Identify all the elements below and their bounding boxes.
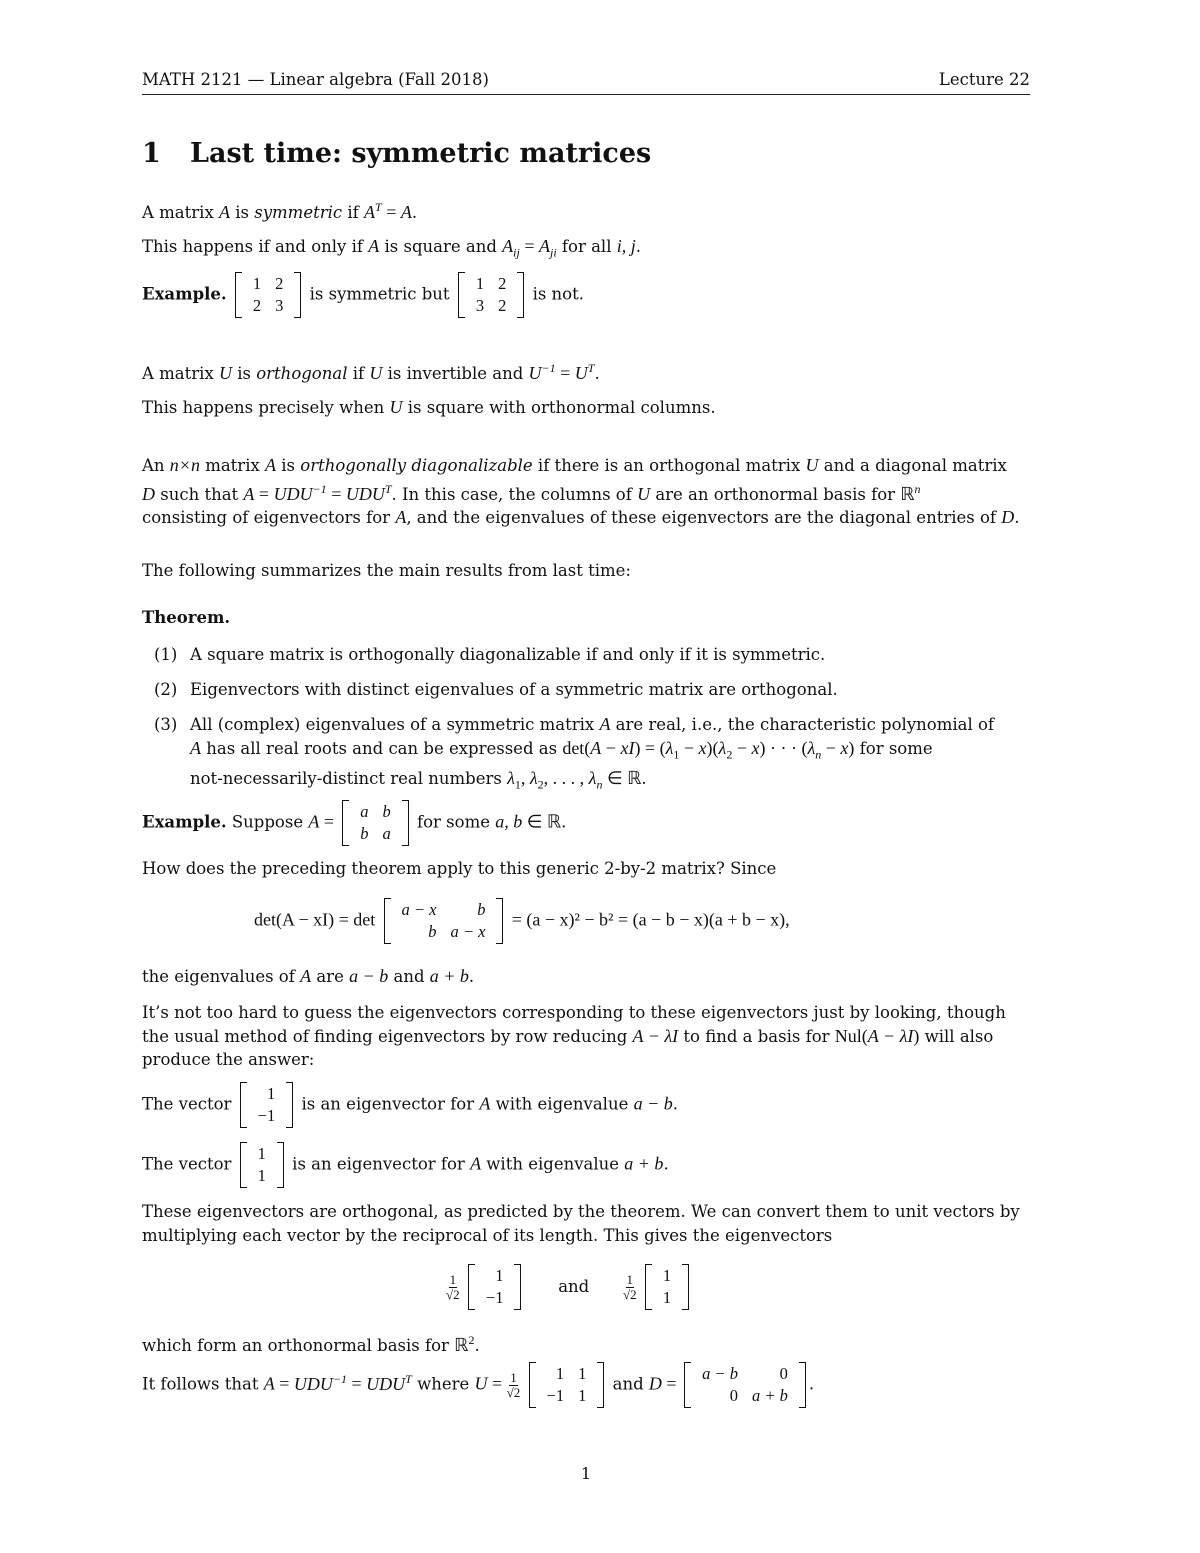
def-orthogonally-diagonalizable: An n×n matrix A is orthogonally diagonalizable if there is an orthogonal matrix U and a diagonal matrix D such that $A = UDU^{-1} = UDU^T$. In this case, the columns of U are an orthonormal basis for ℝ$^n$ consisting of eigenvectors for A, and the eigenvalues of these eigenvectors are the diagonal entries of D. — [142, 455, 1020, 527]
running-header — [142, 70, 1030, 95]
example-2: Example. Suppose A = a b b a for some a, b ∈ ℝ. — [142, 800, 566, 846]
question-line: How does the preceding theorem apply to this generic 2-by-2 matrix? Since — [142, 859, 777, 878]
matrix-a-minus-xi: a − x b b a − x — [384, 898, 504, 944]
fraction-1-over-sqrt2: $\frac{1}{√2}$ — [506, 1369, 521, 1400]
def-orthogonal: A matrix U is orthogonal if U is invertible and $U^{-1} = U^T$. — [142, 361, 600, 383]
term-orthogonal: orthogonal — [256, 364, 348, 383]
section-title: Last time: symmetric matrices — [190, 138, 652, 169]
basis-line: which form an orthonormal basis for ℝ$^2$. — [142, 1333, 480, 1355]
term-symmetric: symmetric — [254, 203, 343, 222]
fraction-1-over-sqrt2: $\frac{1}{√2}$ — [622, 1271, 637, 1302]
unit-eigenvectors: $\frac{1}{√2}$ 1 −1 and $\frac{1}{√2}$ 1 1 — [446, 1264, 692, 1310]
guess-paragraph: It’s not too hard to guess the eigenvectors corresponding to these eigenvectors just by looking, though the usual method of finding eigenvectors by row reducing A − λI to find a basis for Nul(A − λI) will also produce the answer: — [142, 1003, 1006, 1069]
unit-eigenvector-1: 1 −1 — [468, 1264, 522, 1310]
term-orthogonally-diagonalizable: orthogonally diagonalizable — [300, 456, 533, 475]
fraction-1-over-sqrt2: $\frac{1}{√2}$ — [446, 1271, 460, 1302]
conclusion-line: It follows that $A = UDU^{-1} = UDU^T$ where U = $\frac{1}{√2}$ 1 1 −1 1 and D = a − b 0 0 a + b . — [142, 1362, 814, 1408]
unit-eigenvector-2: 1 1 — [645, 1264, 689, 1310]
lecture-label: Lecture 22 — [938, 70, 1030, 89]
matrix-generic: a b b a — [342, 800, 409, 846]
orthogonal-iff: This happens precisely when U is square with orthonormal columns. — [142, 397, 716, 417]
page-number: 1 — [580, 1464, 592, 1483]
theorem-label: Theorem. — [142, 608, 231, 627]
matrix-symmetric: 1 2 2 3 — [235, 272, 302, 318]
course-title: MATH 2121 — Linear algebra (Fall 2018) — [142, 70, 489, 89]
example-label: Example. — [142, 284, 227, 304]
determinant-equation: det(A − xI) = det a − x b b a − x = (a − x)² − b² = (a − b − x)(a + b − x), — [254, 898, 790, 944]
matrix-u: 1 1 −1 1 — [529, 1362, 605, 1408]
eigenvector-2-line: The vector 1 1 is an eigenvector for A with eigenvalue a + b. — [142, 1142, 669, 1188]
eigenvector-1-line: The vector 1 −1 is an eigenvector for A with eigenvalue a − b. — [142, 1082, 678, 1128]
summary-line: The following summarizes the main results from last time: — [142, 561, 631, 580]
section-number: 1 — [142, 138, 161, 169]
matrix-d: a − b 0 0 a + b — [684, 1362, 806, 1408]
eigenvector-1: 1 −1 — [240, 1082, 294, 1128]
example-label: Example. — [142, 812, 227, 832]
orthogonal-paragraph: These eigenvectors are orthogonal, as predicted by the theorem. We can convert them to unit vectors by multiplying each vector by the reciprocal of its length. This gives the eigenvectors — [142, 1202, 1020, 1245]
section-heading — [142, 138, 651, 169]
eigenvector-2: 1 1 — [240, 1142, 284, 1188]
example-1: Example. 1 2 2 3 is symmetric but 1 2 3 2 is not. — [142, 272, 584, 318]
symmetric-iff: This happens if and only if A is square and $A_{ij} = A_{ji}$ for all i, j. — [142, 236, 641, 260]
eigenvalues-line: the eigenvalues of A are a − b and a + b. — [142, 966, 475, 986]
matrix-nonsymmetric: 1 2 3 2 — [458, 272, 525, 318]
def-symmetric: A matrix A is symmetric if $A^T = A$. — [142, 200, 418, 222]
